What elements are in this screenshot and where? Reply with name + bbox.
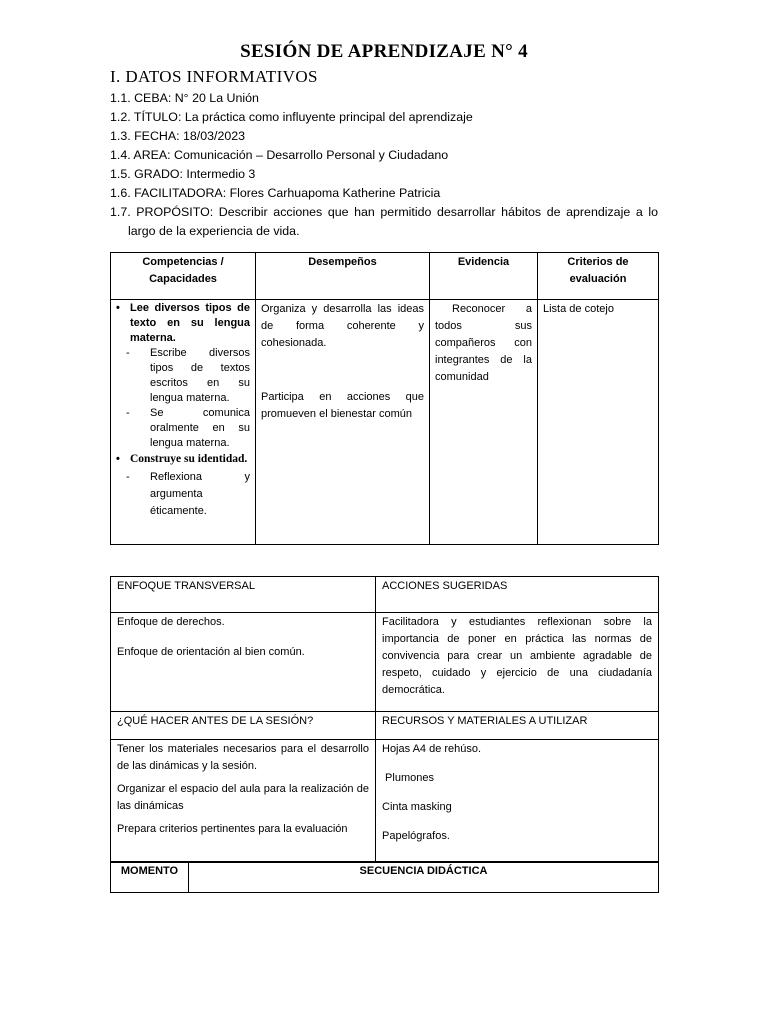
capacidad-item bbox=[116, 469, 250, 520]
competencias-cell bbox=[111, 300, 256, 545]
enfoques-cell bbox=[111, 613, 376, 712]
capacidad-text: Se comunica oralmente en su lengua materna. bbox=[150, 407, 250, 449]
enfoque-text: Enfoque de derechos. bbox=[117, 616, 225, 628]
bullet-icon: • bbox=[116, 302, 120, 314]
desempeno-text: Organiza y desarrolla las ideas de forma coherente y cohesionada. bbox=[261, 303, 424, 349]
recurso-item: Plumones bbox=[382, 772, 434, 784]
bullet-icon: • bbox=[116, 453, 120, 465]
header-criterios: Criterios de evaluación bbox=[538, 253, 659, 300]
document-title: SESIÓN DE APRENDIZAJE N° 4 bbox=[240, 41, 528, 62]
enfoque-text: Enfoque de orientación al bien común. bbox=[117, 646, 305, 658]
info-ceba: 1.1. CEBA: N° 20 La Unión bbox=[110, 91, 259, 105]
info-fecha: 1.3. FECHA: 18/03/2023 bbox=[110, 129, 246, 143]
antes-cell bbox=[111, 740, 376, 862]
info-titulo: 1.2. TÍTULO: La práctica como influyente principal del aprendizaje bbox=[110, 110, 473, 124]
enfoque-table bbox=[110, 576, 659, 862]
info-area: 1.4. AREA: Comunicación – Desarrollo Personal y Ciudadano bbox=[110, 148, 449, 162]
capacidad-text: Reflexiona y argumenta éticamente. bbox=[150, 471, 250, 517]
info-list bbox=[110, 89, 658, 241]
recursos-cell bbox=[376, 740, 659, 862]
secuencia-header: SECUENCIA DIDÁCTICA bbox=[189, 863, 659, 893]
capacidad-text: Escribe diversos tipos de textos escritos en su lengua materna. bbox=[150, 347, 250, 404]
header-desempenos: Desempeños bbox=[256, 253, 430, 300]
capacidad-item bbox=[116, 406, 250, 451]
competencias-table bbox=[110, 252, 659, 545]
antes-item: Tener los materiales necesarios para el desarrollo de las dinámicas y la sesión. bbox=[117, 743, 369, 772]
recurso-item: Hojas A4 de rehúso. bbox=[382, 743, 482, 755]
info-facilitadora: 1.6. FACILITADORA: Flores Carhuapoma Katherine Patricia bbox=[110, 186, 441, 200]
desempeno-text: Participa en acciones que promueven el bienestar común bbox=[261, 391, 424, 420]
table-row bbox=[111, 863, 659, 893]
dash-icon: - bbox=[126, 407, 130, 419]
table-header-row bbox=[111, 253, 659, 300]
criterios-text: Lista de cotejo bbox=[543, 303, 614, 315]
header-evidencia: Evidencia bbox=[430, 253, 538, 300]
table-row bbox=[111, 712, 659, 740]
table-row bbox=[111, 613, 659, 712]
antes-header: ¿QUÉ HACER ANTES DE LA SESIÓN? bbox=[111, 712, 376, 740]
competencia-text: Construye su identidad. bbox=[130, 453, 248, 465]
antes-item: Organizar el espacio del aula para la realización de las dinámicas bbox=[117, 783, 369, 812]
acciones-header: ACCIONES SUGERIDAS bbox=[376, 577, 659, 613]
recursos-header: RECURSOS Y MATERIALES A UTILIZAR bbox=[376, 712, 659, 740]
evidencia-text: Reconocer a todos sus compañeros con integrantes de la comunidad bbox=[435, 303, 532, 383]
table-row bbox=[111, 740, 659, 862]
info-proposito: 1.7. PROPÓSITO: Describir acciones que han permitido desarrollar hábitos de aprendizaje a lo largo de la experiencia de vida. bbox=[110, 205, 658, 238]
acciones-cell: Facilitadora y estudiantes reflexionan sobre la importancia de poner en práctica las normas de convivencia para crear un ambiente agradable de respeto, cuidado y ejercicio de una ciudadanía democrática. bbox=[376, 613, 659, 712]
section-heading: I. DATOS INFORMATIVOS bbox=[110, 67, 318, 86]
dash-icon: - bbox=[126, 347, 130, 359]
antes-item: Prepara criterios pertinentes para la evaluación bbox=[117, 823, 348, 835]
info-grado: 1.5. GRADO: Intermedio 3 bbox=[110, 167, 256, 181]
recurso-item: Papelógrafos. bbox=[382, 830, 450, 842]
recurso-item: Cinta masking bbox=[382, 801, 452, 813]
table-row bbox=[111, 577, 659, 613]
capacidad-item bbox=[116, 346, 250, 406]
evidencia-cell bbox=[430, 300, 538, 545]
header-competencias: Competencias / Capacidades bbox=[111, 253, 256, 300]
table-row bbox=[111, 300, 659, 545]
dash-icon: - bbox=[126, 471, 130, 483]
momento-table bbox=[110, 862, 659, 893]
momento-header: MOMENTO bbox=[111, 863, 189, 893]
enfoque-header: ENFOQUE TRANSVERSAL bbox=[111, 577, 376, 613]
desempenos-cell bbox=[256, 300, 430, 545]
competencia-item bbox=[116, 301, 250, 346]
competencia-text: Lee diversos tipos de texto en su lengua materna. bbox=[130, 302, 250, 344]
criterios-cell bbox=[538, 300, 659, 545]
competencia-item bbox=[116, 451, 250, 468]
